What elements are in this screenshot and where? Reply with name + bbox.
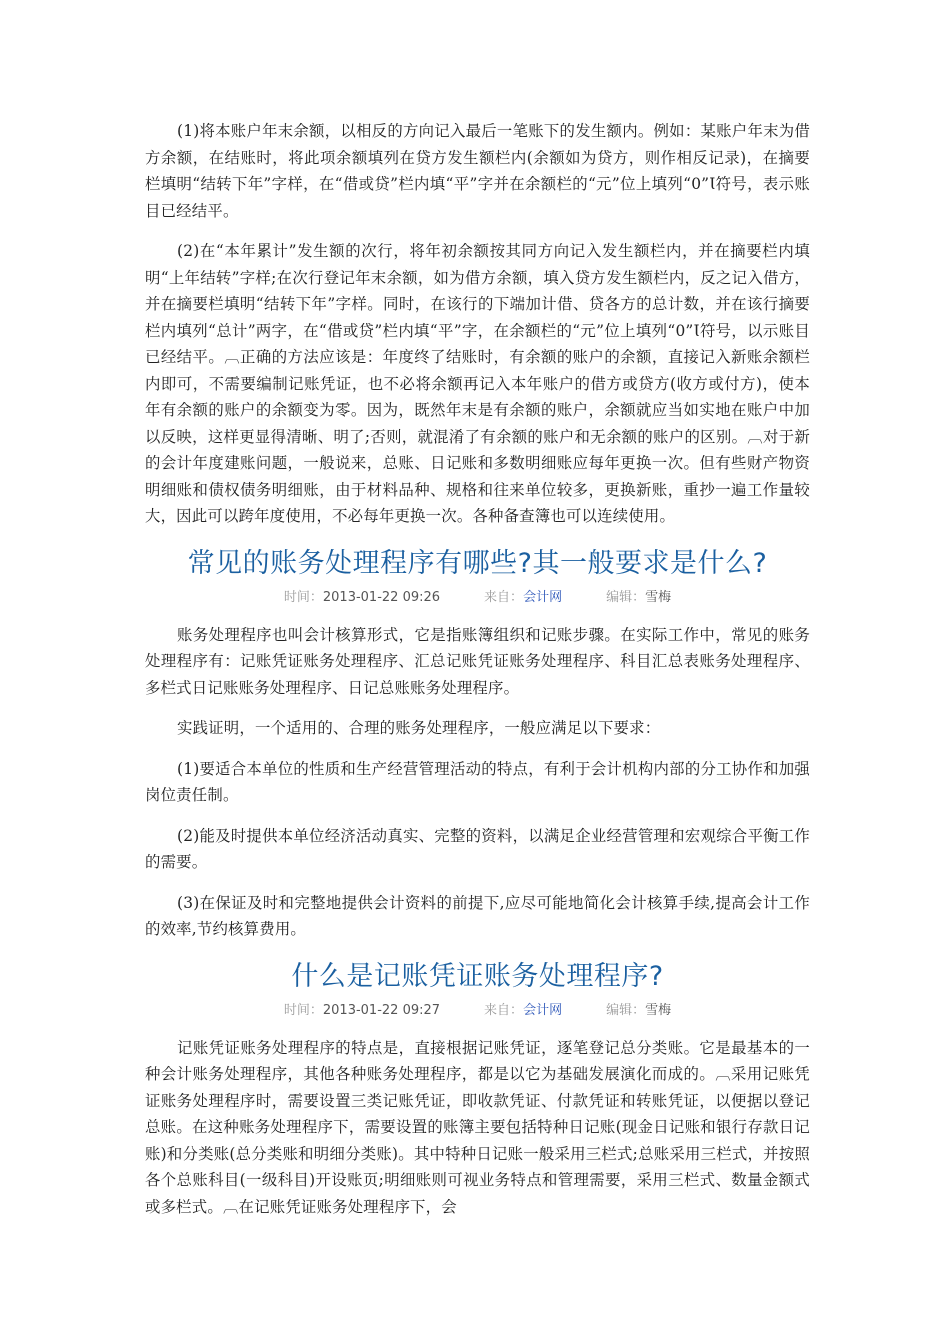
source-link[interactable]: 会计网	[523, 589, 563, 605]
paragraph: 实践证明，一个适用的、合理的账务处理程序，一般应满足以下要求：	[177, 719, 661, 737]
paragraph: (3)在保证及时和完整地提供会计资料的前提下,应尽可能地简化会计核算手续,提高会计工作的效率,节约核算费用。	[145, 893, 810, 938]
article-title: 常见的账务处理程序有哪些?其一般要求是什么?	[187, 547, 768, 579]
paragraph: 记账凭证账务处理程序的特点是，直接根据记账凭证，逐笔登记总分类账。它是最基本的一种会计账务处理程序，其他各种账务处理程序，都是以它为基础发展演化而成的。︹采用记账凭证账务处理程序时，需要设置三类记账凭证，即收款凭证、付款凭证和转账凭证，以便据以登记总账。在这种账务处理程序下，需要设置的账簿主要包括特种日记账(现金日记账和银行存款日记账)和分类账(总分类账和明细分类账)。其中特种日记账一般采用三栏式;总账采用三栏式，并按照各个总账科目(一级科目)开设账页;明细账则可视业务特点和管理需要，采用三栏式、数量金额式或多栏式。︹在记账凭证账务处理程序下，会	[145, 1038, 810, 1216]
time-value: 2013-01-22 09:27	[322, 1002, 441, 1018]
source-label: 来自：	[484, 1002, 524, 1018]
editor-value: 雪梅	[645, 1002, 672, 1018]
time-value: 2013-01-22 09:26	[322, 589, 441, 605]
editor-label: 编辑：	[606, 1002, 646, 1018]
document-page	[145, 118, 810, 1234]
paragraph: (1)要适合本单位的性质和生产经营管理活动的特点，有利于会计机构内部的分工协作和加强岗位责任制。	[145, 759, 810, 804]
article-meta	[145, 1001, 810, 1021]
source-link[interactable]: 会计网	[523, 1002, 563, 1018]
time-label: 时间：	[283, 589, 323, 605]
editor-label: 编辑：	[606, 589, 646, 605]
paragraph: (2)在“本年累计”发生额的次行，将年初余额按其同方向记入发生额栏内，并在摘要栏内填明“上年结转”字样;在次行登记年末余额，如为借方余额，填入贷方发生额栏内，反之记入借方，并在摘要栏填明“结转下年”字样。同时，在该行的下端加计借、贷各方的总计数，并在该行摘要栏内填列“总计”两字，在“借或贷”栏内填“平”字，在余额栏的“元”位上填列“0”Ɩ符号，以示账目已经结平。︹正确的方法应该是：年度终了结账时，有余额的账户的余额，直接记入新账余额栏内即可，不需要编制记账凭证，也不必将余额再记入本年账户的借方或贷方(收方或付方)，使本年有余额的账户的余额变为零。因为，既然年末是有余额的账户，余额就应当如实地在账户中加以反映，这样更显得清晰、明了;否则，就混淆了有余额的账户和无余额的账户的区别。︹对于新的会计年度建账问题，一般说来，总账、日记账和多数明细账应每年更换一次。但有些财产物资明细账和债权债务明细账，由于材料品种、规格和往来单位较多，更换新账，重抄一遍工作量较大，因此可以跨年度使用，不必每年更换一次。各种备查簿也可以连续使用。	[145, 242, 810, 525]
paragraph: (1)将本账户年末余额，以相反的方向记入最后一笔账下的发生额内。例如：某账户年末为借方余额，在结账时，将此项余额填列在贷方发生额栏内(余额如为贷方，则作相反记录)，在摘要栏填明“结转下年”字样，在“借或贷”栏内填“平”字并在余额栏的“元”位上填列“0”Ɩ符号，表示账目已经结平。	[145, 122, 810, 220]
article-meta	[145, 588, 810, 608]
source-label: 来自：	[484, 589, 524, 605]
time-label: 时间：	[283, 1002, 323, 1018]
paragraph: 账务处理程序也叫会计核算形式，它是指账簿组织和记账步骤。在实际工作中，常见的账务处理程序有：记账凭证账务处理程序、汇总记账凭证账务处理程序、科目汇总表账务处理程序、多栏式日记账账务处理程序、日记总账账务处理程序。	[145, 625, 810, 697]
paragraph: (2)能及时提供本单位经济活动真实、完整的资料，以满足企业经营管理和宏观综合平衡工作的需要。	[145, 826, 810, 871]
editor-value: 雪梅	[645, 589, 672, 605]
article-title: 什么是记账凭证账务处理程序?	[291, 960, 664, 992]
